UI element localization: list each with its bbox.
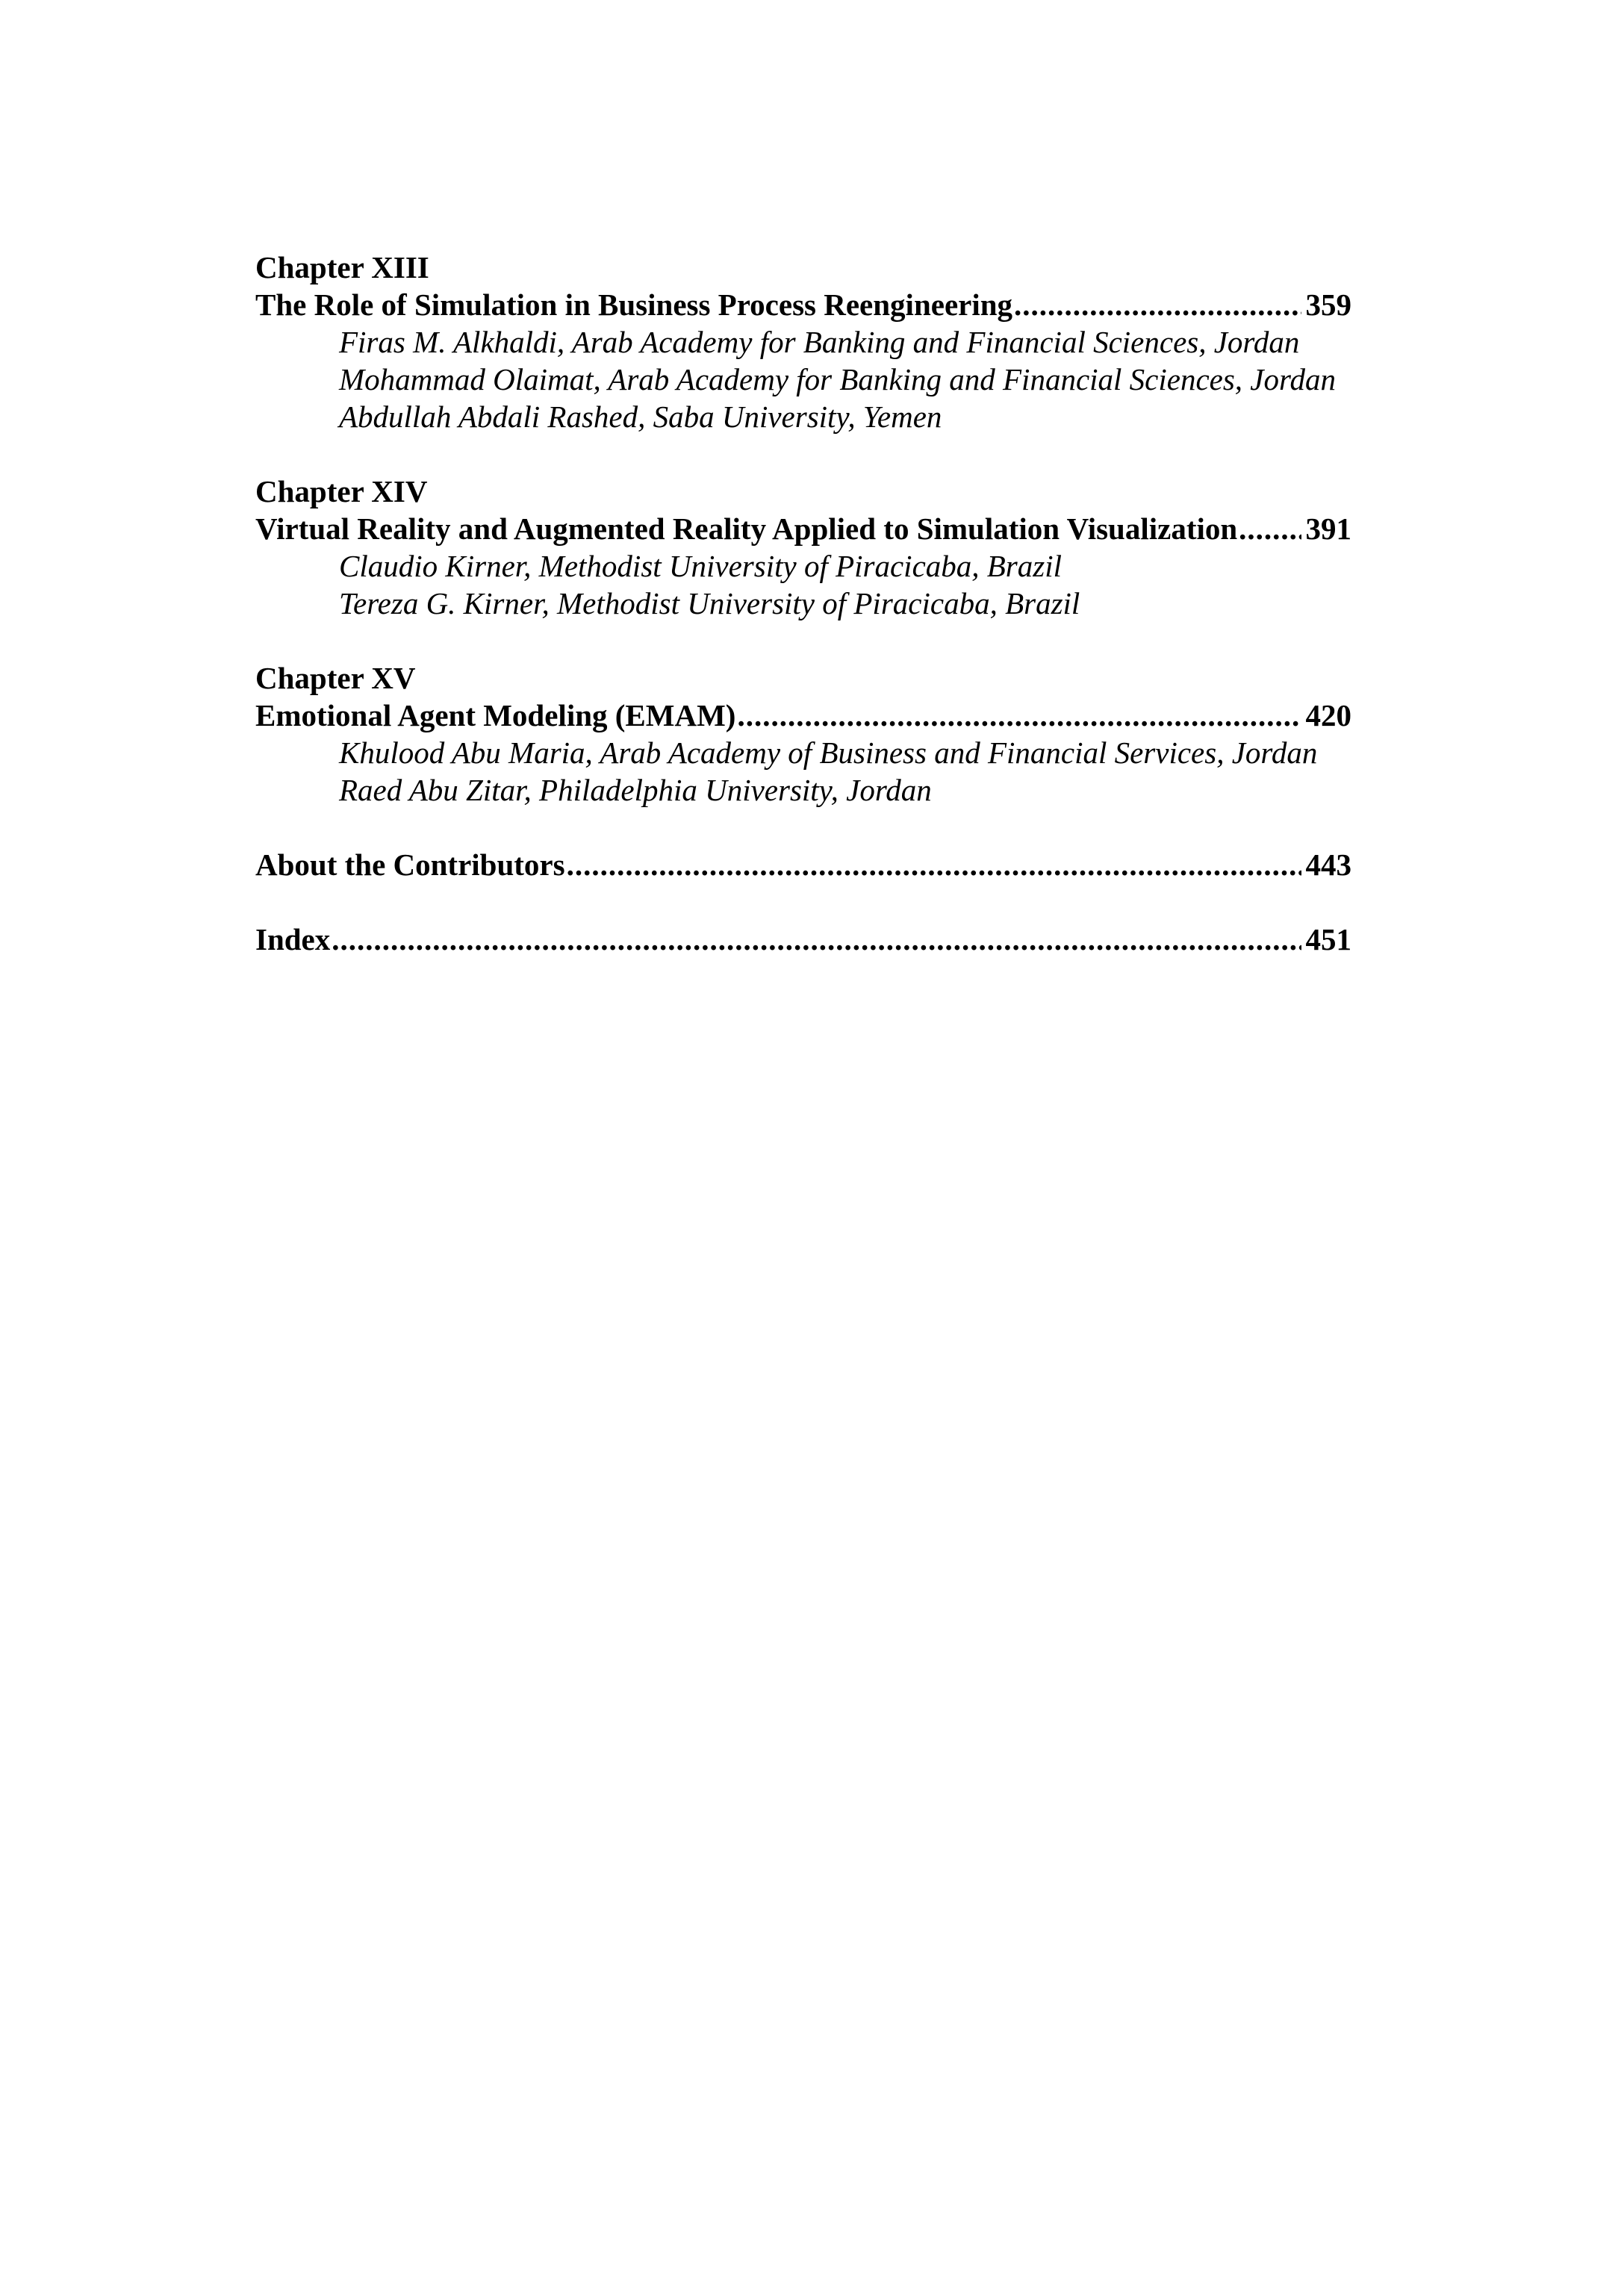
- toc-about-contributors: [255, 846, 1351, 883]
- toc-entry-link[interactable]: [255, 697, 1351, 734]
- chapter-title: Virtual Reality and Augmented Reality Applied to Simulation Visualization: [255, 511, 1238, 546]
- dot-leader: [332, 921, 1301, 958]
- toc-entry-link[interactable]: [255, 921, 1351, 958]
- author-list: [339, 547, 1351, 622]
- table-of-contents: [255, 249, 1351, 995]
- section-title: Index: [255, 922, 331, 956]
- toc-entry-link[interactable]: [255, 846, 1351, 883]
- author-line: Tereza G. Kirner, Methodist University of Piracicaba, Brazil: [339, 586, 1080, 620]
- author-list: [339, 323, 1351, 435]
- page-number: 451: [1305, 922, 1351, 956]
- chapter-label: Chapter XIV: [255, 474, 428, 508]
- toc-chapter-13: [255, 249, 1351, 435]
- author-line: Firas M. Alkhaldi, Arab Academy for Banking and Financial Sciences, Jordan: [339, 325, 1300, 359]
- toc-chapter-15: [255, 659, 1351, 809]
- chapter-label: Chapter XV: [255, 661, 416, 695]
- author-line: Khulood Abu Maria, Arab Academy of Business and Financial Services, Jordan: [339, 735, 1318, 770]
- author-line: Raed Abu Zitar, Philadelphia University, Jordan: [339, 773, 932, 807]
- section-title: About the Contributors: [255, 847, 565, 882]
- toc-index: [255, 921, 1351, 958]
- page-number: 359: [1305, 287, 1351, 322]
- toc-entry-link[interactable]: [255, 510, 1351, 547]
- chapter-title: Emotional Agent Modeling (EMAM): [255, 698, 736, 732]
- dot-leader: [567, 846, 1301, 883]
- dot-leader: [737, 697, 1301, 734]
- toc-chapter-14: [255, 473, 1351, 622]
- chapter-label: Chapter XIII: [255, 250, 429, 284]
- page-number: 420: [1305, 698, 1351, 732]
- dot-leader: [1014, 286, 1301, 323]
- page-number: 391: [1305, 511, 1351, 546]
- chapter-title: The Role of Simulation in Business Process Reengineering: [255, 287, 1013, 322]
- author-line: Abdullah Abdali Rashed, Saba University, Yemen: [339, 399, 942, 434]
- page-number: 443: [1305, 847, 1351, 882]
- author-line: Mohammad Olaimat, Arab Academy for Banking and Financial Sciences, Jordan: [339, 362, 1336, 396]
- toc-entry-link[interactable]: [255, 286, 1351, 323]
- author-list: [339, 734, 1351, 809]
- dot-leader: [1239, 510, 1301, 547]
- author-line: Claudio Kirner, Methodist University of Piracicaba, Brazil: [339, 549, 1063, 583]
